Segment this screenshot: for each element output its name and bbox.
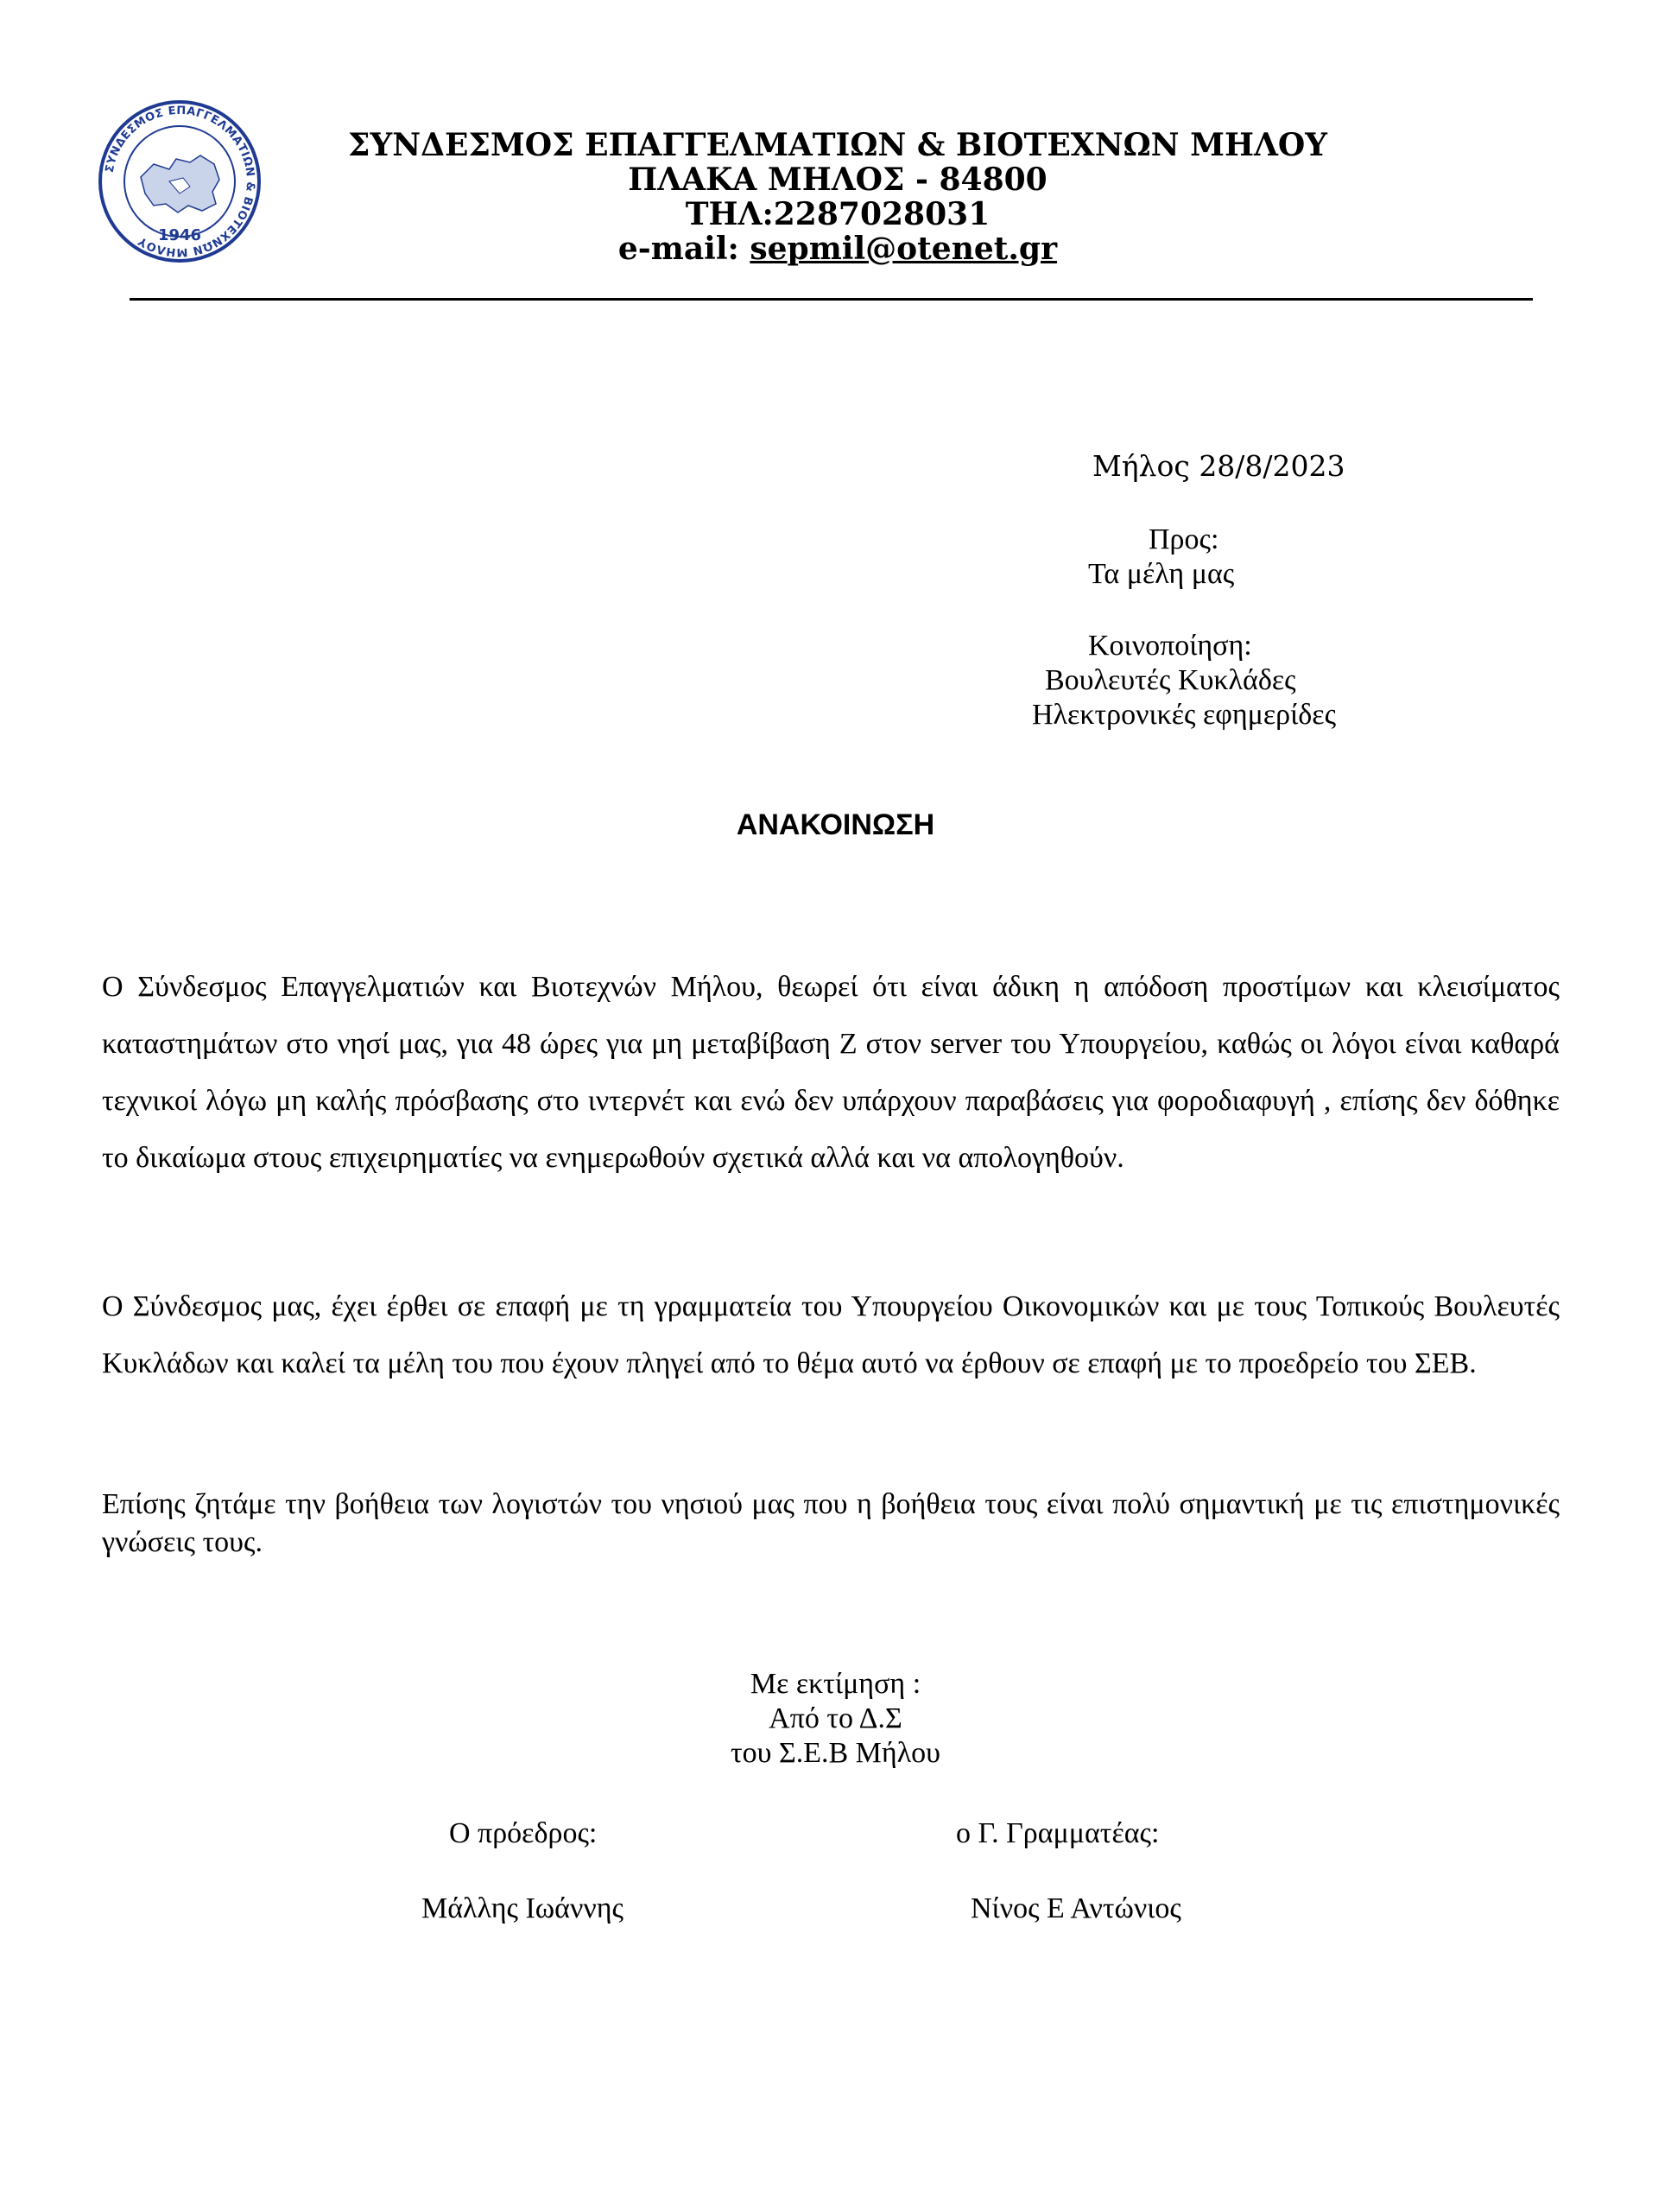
logo-year: 1946 (157, 226, 202, 244)
recipient-label: Προς: (1149, 523, 1219, 555)
logo-ring-text: ΣΥΝΔΕΣΜΟΣ ΕΠΑΓΓΕΛΜΑΤΙΩΝ & ΒΙΟΤΕΧΝΩΝ ΜΗΛΟΥ (103, 104, 257, 259)
email-link[interactable]: sepmil@otenet.gr (750, 231, 1058, 267)
president-name: Μάλλης Ιωάννης (421, 1892, 623, 1924)
announcement-title: ΑΝΑΚΟΙΝΩΣΗ (736, 808, 935, 841)
recipient-value: Τα μέλη μας (1088, 558, 1235, 590)
email-label: e-mail: (617, 231, 739, 267)
closing-line: Από το Δ.Σ (769, 1702, 902, 1734)
letterhead-divider (130, 298, 1533, 301)
organization-address: ΠΛΑΚΑ ΜΗΛΟΣ - 84800 (628, 162, 1048, 198)
body-paragraph: Ο Σύνδεσμος μας, έχει έρθει σε επαφή με τη γραμματεία του Υπουργείου Οικονομικών και με τους Τοπικούς Βουλευτές Κυκλάδων και καλεί τα μέλη του που έχουν πληγεί από το θέμα αυτό να έρθουν σε επαφή με το προεδρείο του ΣΕΒ. (102, 1290, 1560, 1379)
organization-email-line (259, 231, 1416, 266)
organization-name: ΣΥΝΔΕΣΜΟΣ ΕΠΑΓΓΕΛΜΑΤΙΩΝ & ΒΙΟΤΕΧΝΩΝ ΜΗΛΟΥ (348, 127, 1327, 163)
secretary-name: Νίνος Ε Αντώνιος (971, 1892, 1181, 1924)
body-paragraph: Ο Σύνδεσμος Επαγγελματιών και Βιοτεχνών Μήλου, θεωρεί ότι είναι άδικη η απόδοση προστίμων και κλεισίματος καταστημάτων στο νησί μας, για 48 ώρες για μη μεταβίβαση Ζ στον server του Υπουργείου, καθώς οι λόγοι είναι καθαρά τεχνικοί λόγω μη καλής πρόσβασης στο ιντερνέτ και ενώ δεν υπάρχουν παραβάσεις για φοροδιαφυγή , επίσης δεν δόθηκε το δικαίωμα στους επιχειρηματίες να ενημερωθούν σχετικά αλλά και να απολογηθούν. (102, 971, 1560, 1174)
cc-label: Κοινοποίηση: (1088, 630, 1252, 662)
cc-item: Βουλευτές Κυκλάδες (1045, 664, 1296, 696)
closing-line: Με εκτίμηση : (750, 1668, 921, 1700)
president-label: Ο πρόεδρος: (449, 1817, 598, 1849)
cc-item: Ηλεκτρονικές εφημερίδες (1032, 699, 1337, 731)
closing-line: του Σ.Ε.Β Μήλου (730, 1737, 941, 1769)
secretary-label: ο Γ. Γραμματέας: (956, 1817, 1160, 1849)
organization-phone: ΤΗΛ:2287028031 (685, 196, 991, 232)
association-logo (93, 95, 266, 268)
body-paragraph: Επίσης ζητάμε την βοήθεια των λογιστών του νησιού μας που η βοήθεια τους είναι πολύ σημαντική με τις επιστημονικές γνώσεις τους. (102, 1488, 1560, 1558)
document-date: Μήλος 28/8/2023 (1092, 449, 1345, 483)
